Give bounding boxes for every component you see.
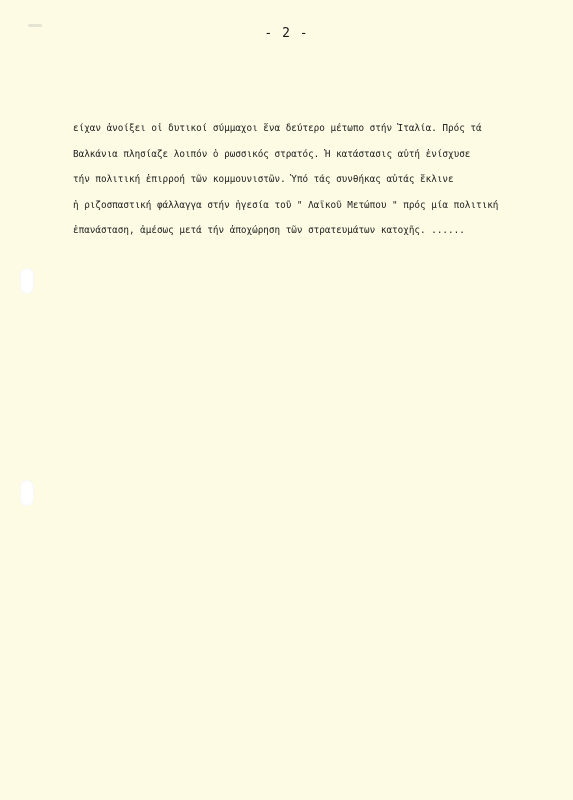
body-paragraph bbox=[73, 116, 513, 244]
page-number: - 2 - bbox=[264, 26, 309, 41]
text-line: ἡ ριζοσπαστική φάλλαγγα στήν ἡγεσία τοῦ " Λαϊκοῦ Μετώπου " πρός μία πολιτική bbox=[73, 199, 499, 211]
punch-hole-top bbox=[20, 268, 34, 294]
punch-hole-bottom bbox=[20, 480, 34, 506]
text-line: τήν πολιτική ἐπιρροή τῶν κομμουνιστῶν. Ὑπό τάς συνθήκας αὐτάς ἔκλινε bbox=[73, 174, 454, 186]
text-line: Βαλκάνια πλησίαζε λοιπόν ὁ ρωσσικός στρατός. Ἡ κατάστασις αὐτή ἐνίσχυσε bbox=[73, 148, 471, 160]
text-line: ἐπανάσταση, ἀμέσως μετά τήν ἀποχώρηση τῶν στρατευμάτων κατοχῆς. ...... bbox=[73, 225, 465, 237]
text-line: είχαν ἀνοίξει οἱ δυτικοί σύμμαχοι ἕνα δεύτερο μέτωπο στήν Ἰταλία. Πρός τά bbox=[73, 123, 482, 134]
